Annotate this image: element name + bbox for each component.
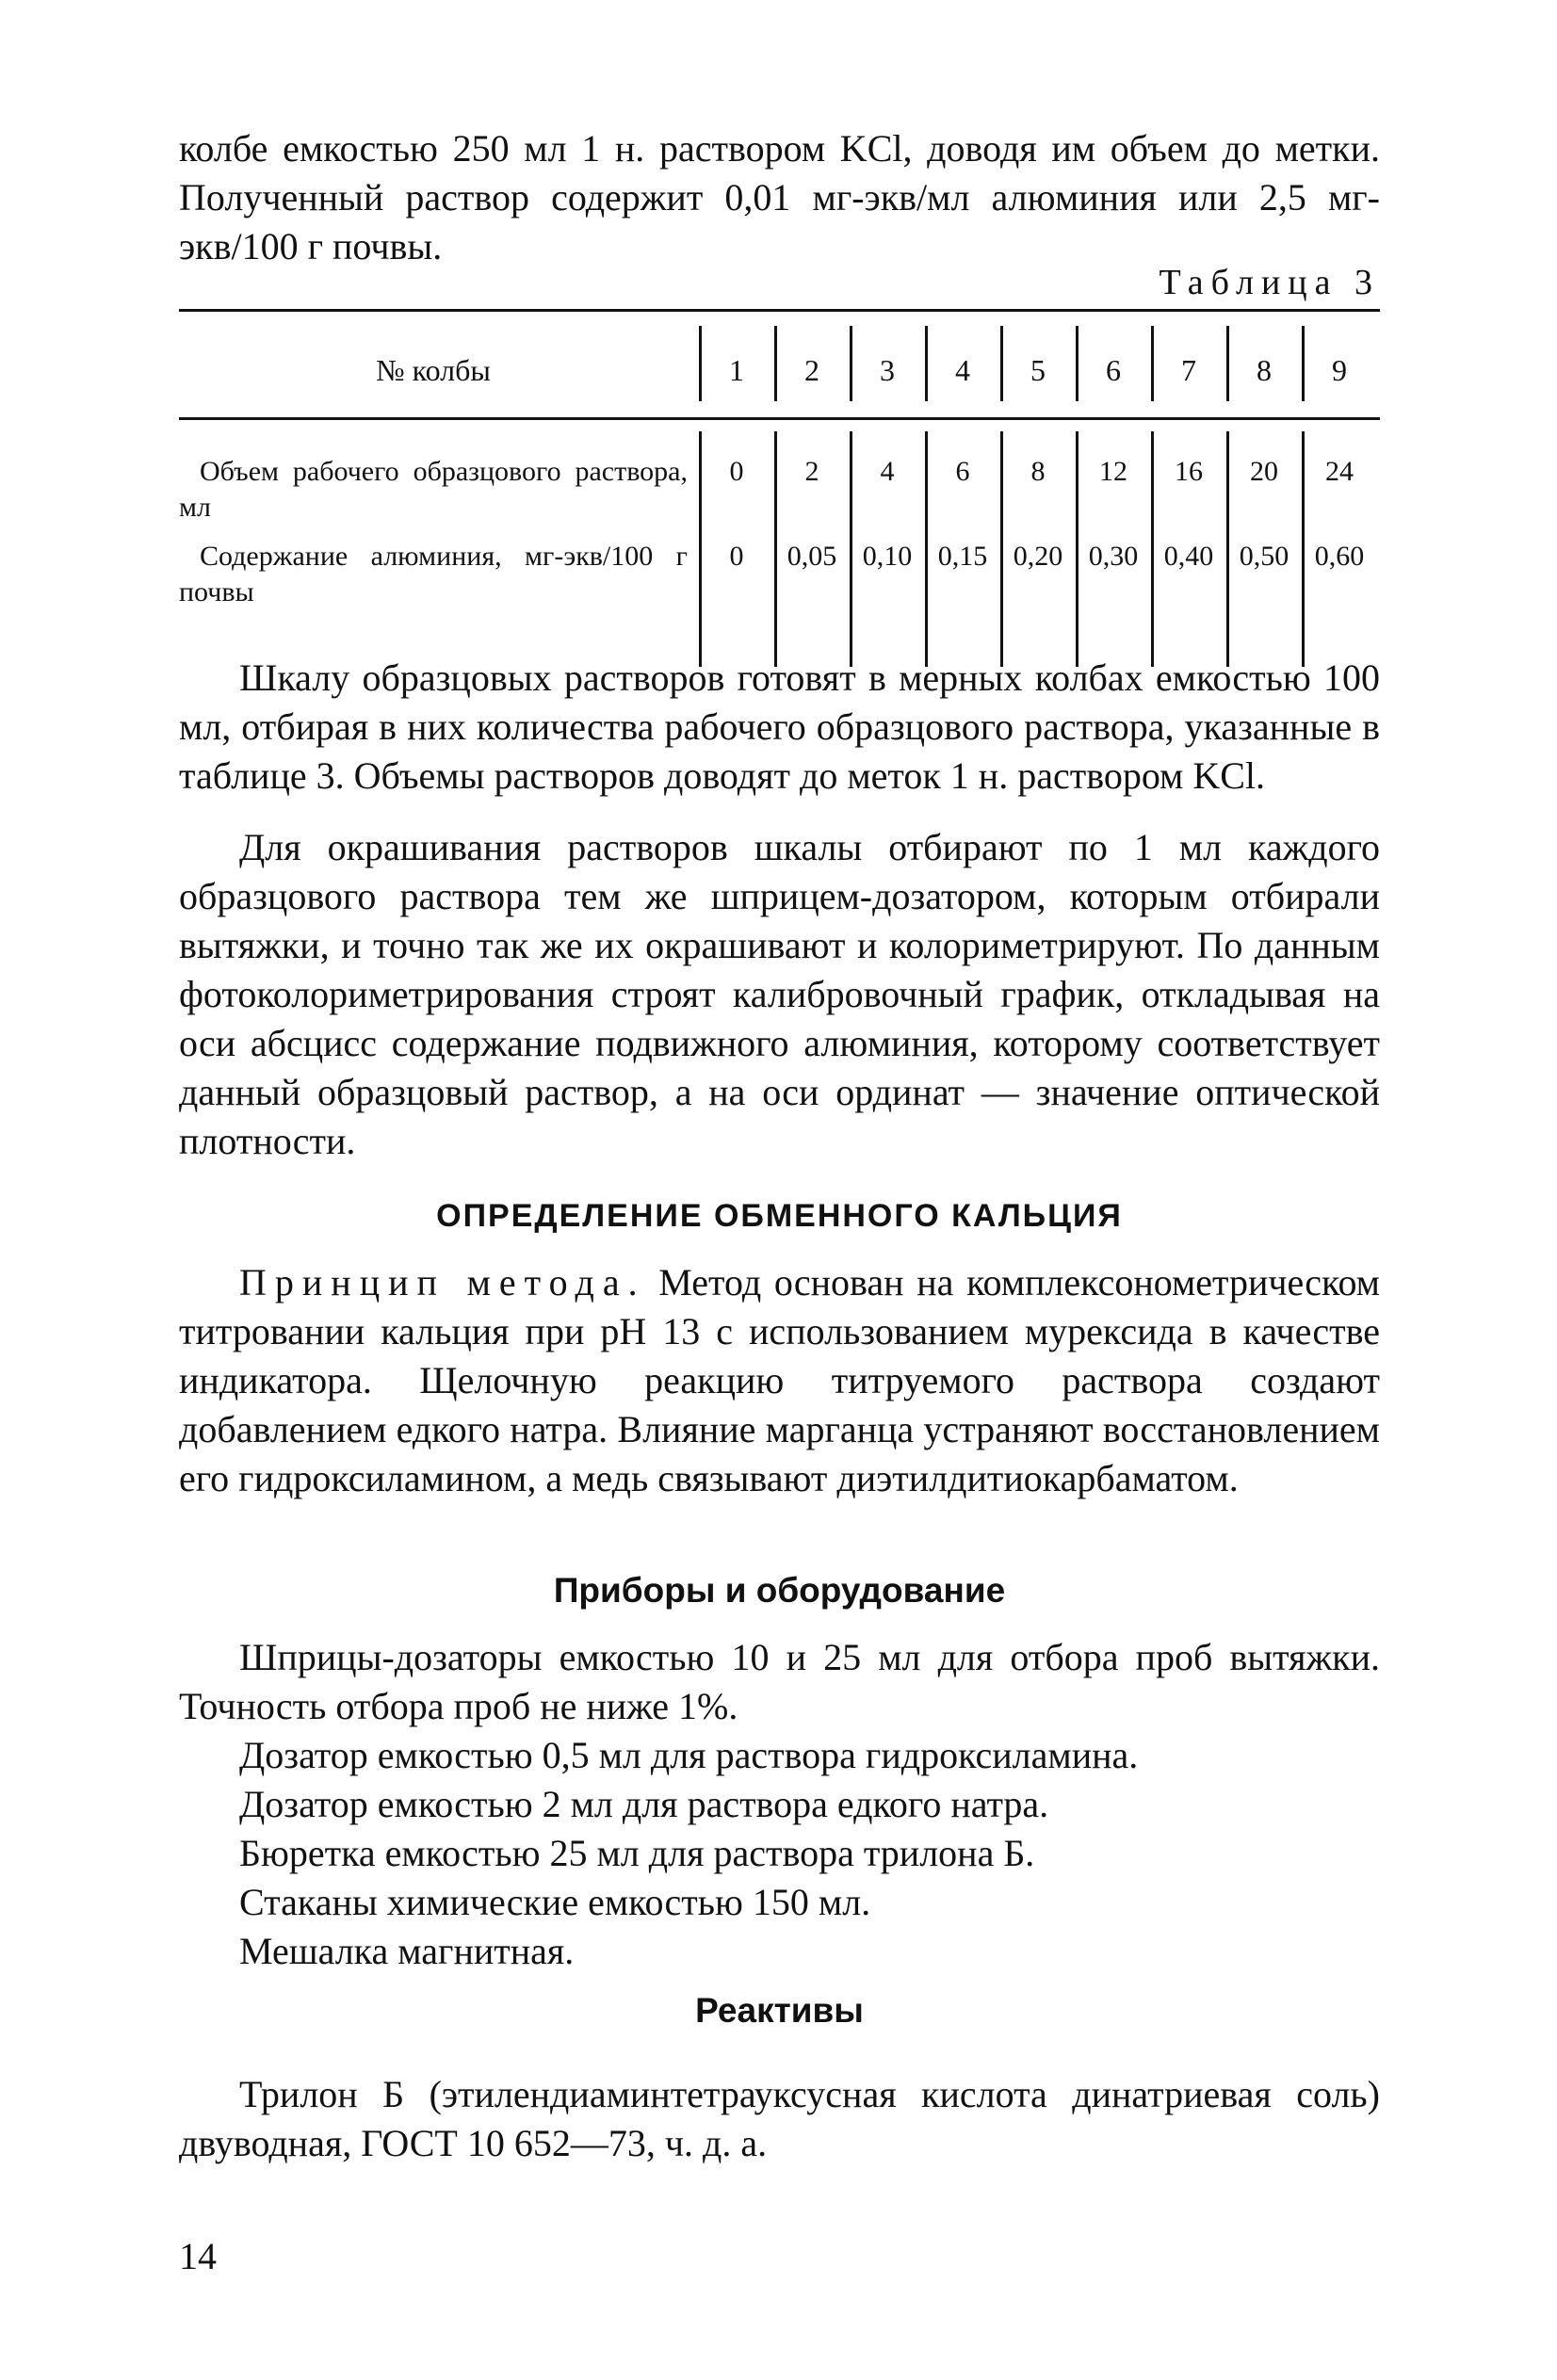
table-cell: 0,40 [1163,541,1214,572]
table-cell: 24 [1325,456,1354,487]
principle-lead: Принцип метода. [239,1261,646,1303]
table-header-col: 6 [1106,353,1121,387]
table-cell: 0,15 [937,541,988,572]
row-label-text: Содержание алюминия, мг-экв/100 г почвы [179,541,688,607]
reagents-paragraph [179,2070,1380,2168]
table-cell: 0,30 [1088,541,1139,572]
principle-text [179,1258,1380,1503]
table-caption: Таблица 3 [1159,263,1380,302]
list-item: Дозатор емкостью 0,5 мл для раствора гидроксиламина. [239,1734,1139,1776]
intro-text: колбе емкостью 250 мл 1 н. раствором KCl, доводя им объем до метки. Полученный раствор содержит 0,01 мг-экв/мл алюминия или 2,5 мг-экв/100 г почвы. [179,127,1380,267]
table-header-rule [179,417,1380,420]
table-cell: 0,50 [1239,541,1289,572]
table-header-col: 8 [1257,353,1272,387]
table-cell: 0,20 [1013,541,1063,572]
table-cell: 0,10 [862,541,913,572]
table-cell: 8 [1030,456,1046,487]
intro-paragraph [179,124,1380,271]
table-cell: 20 [1250,456,1278,487]
equipment-title: Приборы и оборудование [553,1571,1006,1610]
reagents-text: Трилон Б (этилендиаминтетрауксусная кислота динатриевая соль) двуводная, ГОСТ 10 652—73, ч. д. а. [179,2073,1380,2164]
table-cell: 0 [729,456,744,487]
table-header-col: 9 [1332,353,1347,387]
page-number: 14 [179,2235,217,2277]
equipment-list [179,1633,1380,1976]
table-divider [1000,326,1003,401]
table-cell: 0,60 [1314,541,1365,572]
table-divider [1226,326,1229,401]
table-divider [1076,326,1079,401]
row-label-text: Объем рабочего образцового раствора, мл [179,456,688,523]
table-cell: 0 [729,541,744,572]
table-header-label: № колбы [376,353,491,387]
principle-body: Метод основан на комплексонометрическом титровании кальция при pH 13 с использованием мурексида в качестве индикатора. Щелочную реакцию титруемого раствора создают добавлением едкого натра. Влияние марганца устраняют восстановлением его гидроксиламином, а медь связывают диэтилдитиокарбаматом. [179,1261,1380,1499]
table-divider [774,326,777,401]
list-item: Дозатор емкостью 2 мл для раствора едкого натра. [239,1783,1049,1825]
table-cell: 4 [880,456,895,487]
list-item: Бюретка емкостью 25 мл для раствора трилона Б. [239,1832,1035,1874]
table-header-col: 1 [729,353,744,387]
reagents-title: Реактивы [695,1991,864,2030]
table-divider [925,326,928,401]
table-divider [1151,326,1154,401]
table-row-label [179,454,688,526]
coloring-text: Для окрашивания растворов шкалы отбирают по 1 мл каждого образцового раствора тем же шприцем-дозатором, которым отбирали вытяжки, и точно так же их окрашивают и колориметрируют. По данным фотоколориметрирования строят калибровочный график, откладывая на оси абсцисс содержание подвижного алюминия, которому соответствует данный образцовый раствор, а на оси ординат — значение оптической плотности. [179,826,1380,1162]
table-top-rule [179,309,1380,312]
table-header-col: 3 [880,353,895,387]
principle-paragraph [179,1258,1380,1503]
section-title: ОПРЕДЕЛЕНИЕ ОБМЕННОГО КАЛЬЦИЯ [436,1198,1123,1234]
list-item: Стаканы химические емкостью 150 мл. [239,1881,871,1923]
table-divider [850,326,852,401]
table-cell: 0,05 [787,541,837,572]
list-item: Шприцы-дозаторы емкостью 10 и 25 мл для отбора проб вытяжки. Точность отбора проб не ниже 1%. [179,1636,1380,1727]
table-cell: 16 [1175,456,1203,487]
table-divider [699,326,702,401]
scale-text: Шкалу образцовых растворов готовят в мерных колбах емкостью 100 мл, отбирая в них количества рабочего образцового раствора, указанные в таблице 3. Объемы растворов доводят до меток 1 н. раствором KCl. [179,656,1380,797]
scale-paragraph [179,654,1380,801]
table-header-col: 4 [955,353,970,387]
table-cell: 12 [1099,456,1127,487]
table-divider [1302,326,1305,401]
coloring-paragraph [179,823,1380,1166]
list-item: Мешалка магнитная. [239,1930,575,1972]
table-header-col: 2 [804,353,819,387]
table-cell: 2 [804,456,819,487]
table-header-col: 7 [1181,353,1196,387]
table-cell: 6 [955,456,970,487]
table-row-label [179,539,688,610]
table-header-col: 5 [1030,353,1046,387]
